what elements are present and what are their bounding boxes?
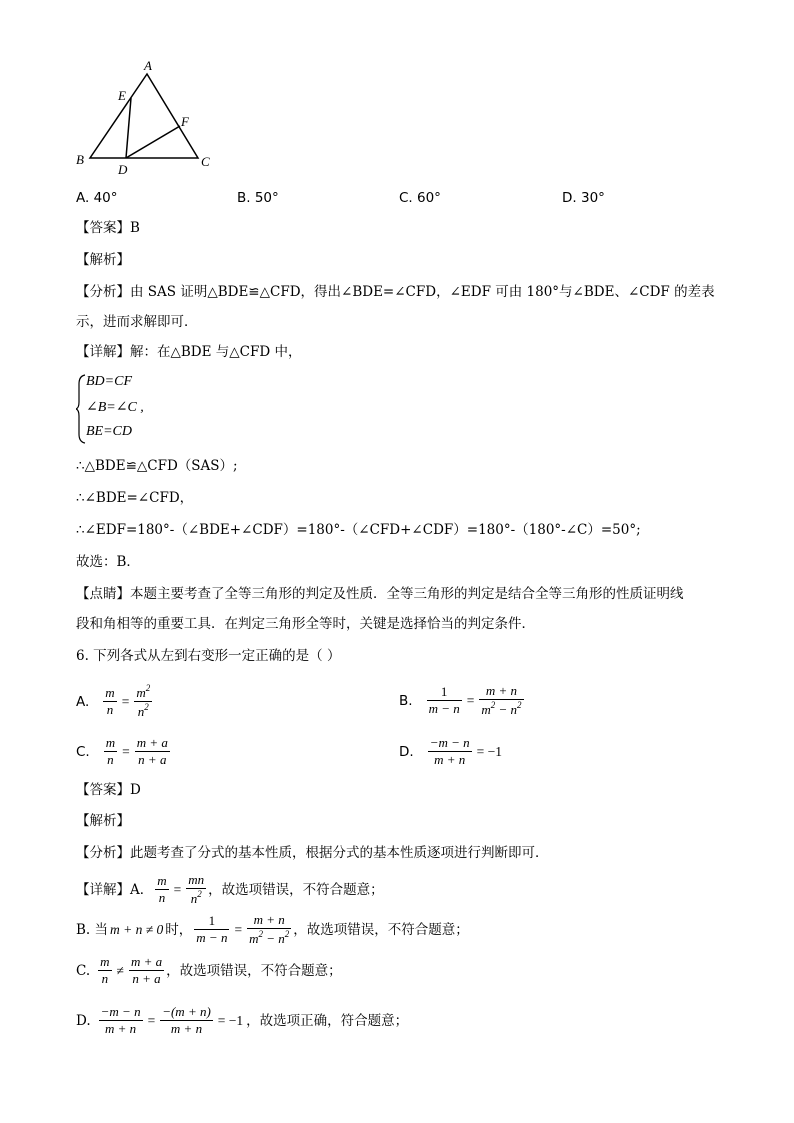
system-line-3: BE=CD	[86, 424, 132, 439]
detail-c-suffix: ，故选项错误，不符合题意；	[166, 962, 342, 979]
detail-b-when: 时，	[165, 921, 193, 938]
q5-option-b: B. 50°	[237, 190, 279, 206]
q6-analysis-heading: 【解析】	[76, 813, 130, 829]
q5-dianjing-line1: 【点睛】本题主要考查了全等三角形的判定及性质．全等三角形的判定是结合全等三角形的性质证明线	[76, 586, 684, 602]
left-brace-icon	[76, 374, 86, 444]
option-c-label: C.	[76, 743, 90, 760]
label-E: E	[118, 88, 126, 103]
label-F: F	[181, 114, 189, 129]
q6-fenxi: 【分析】此题考查了分式的基本性质，根据分式的基本性质逐项进行判断即可．	[76, 845, 549, 861]
detail-d-suffix: ，故选项正确，符合题意；	[246, 1012, 409, 1029]
q6-stem: 6. 下列各式从左到右变形一定正确的是（ ）	[76, 648, 341, 664]
q5-fenxi-line1: 【分析】由 SAS 证明△BDE≌△CFD，得出∠BDE=∠CFD，∠EDF 可由 180°与∠BDE、∠CDF 的差表	[76, 284, 715, 300]
system-line-2: ∠B=∠C ,	[86, 400, 144, 415]
q5-option-d: D. 30°	[562, 190, 605, 206]
detail-a-suffix: ，故选项错误，不符合题意；	[208, 881, 384, 898]
option-d-label: D.	[399, 743, 414, 760]
q6-answer: 【答案】D	[76, 782, 141, 798]
label-D: D	[118, 162, 128, 177]
q5-option-c: C. 60°	[399, 190, 441, 206]
q6-option-b: B. $\frac{1}{m - n}$ = $\frac{m + n}{m^2 - n^2}$	[399, 683, 522, 718]
q6-detail-c: C. $\frac{m}{n}$ ≠ $\frac{m + a}{n + a}$ ，故选项错误，不符合题意；	[76, 954, 342, 987]
q6-option-a: A. $\frac{m}{n}$ = $\frac{m^2}{n^2}$	[76, 683, 151, 720]
option-b-label: B.	[399, 692, 413, 709]
q5-option-a: A. 40°	[76, 190, 118, 206]
system-line-1: BD=CF	[86, 374, 132, 389]
q6-detail-a: 【详解】A． $\frac{m}{n}$ = $\frac{mn}{n^2}$ ，故选项错误，不符合题意；	[76, 872, 384, 907]
label-A: A	[144, 58, 152, 73]
label-B: B	[76, 152, 84, 167]
detail-d-prefix: D.	[76, 1012, 91, 1029]
q5-choose: 故选：B．	[76, 554, 140, 570]
q6-detail-b: B. 当 m + n ≠ 0 时， $\frac{1}{m - n}$ = $\frac{m + n}{m^2 - n^2}$ ，故选项错误，不符合题意；	[76, 912, 469, 947]
option-a-label: A.	[76, 693, 90, 710]
q5-fenxi-line2: 示，进而求解即可．	[76, 314, 198, 330]
q6-detail-d: D. $\frac{-m - n}{m + n}$ = $\frac{-(m + n)}{m + n}$ = −1 ，故选项正确，符合题意；	[76, 1004, 409, 1037]
detail-b-prefix: B. 当	[76, 921, 109, 938]
detail-b-condition: m + n ≠ 0	[110, 921, 164, 937]
detail-b-suffix: ，故选项错误，不符合题意；	[293, 921, 469, 938]
q6-option-c: C. $\frac{m}{n}$ = $\frac{m + a}{n + a}$	[76, 735, 168, 768]
q5-step3: ∴∠EDF=180°-（∠BDE+∠CDF）=180°-（∠CFD+∠CDF）=180°-（180°-∠C）=50°;	[76, 522, 641, 538]
triangle-figure	[70, 58, 230, 178]
label-C: C	[201, 154, 210, 169]
q5-equation-system	[76, 374, 196, 446]
q5-analysis-heading: 【解析】	[76, 252, 130, 268]
q5-detail-intro: 【详解】解：在△BDE 与△CFD 中，	[76, 344, 302, 360]
q6-option-d: D. $\frac{-m - n}{m + n}$ = −1	[399, 735, 502, 768]
q5-step1: ∴△BDE≌△CFD（SAS）;	[76, 458, 238, 474]
q5-dianjing-line2: 段和角相等的重要工具．在判定三角形全等时，关键是选择恰当的判定条件．	[76, 616, 535, 632]
detail-c-prefix: C.	[76, 962, 91, 979]
q5-step2: ∴∠BDE=∠CFD，	[76, 490, 194, 506]
q5-answer: 【答案】B	[76, 220, 140, 236]
detail-a-prefix: 【详解】A．	[76, 881, 154, 898]
